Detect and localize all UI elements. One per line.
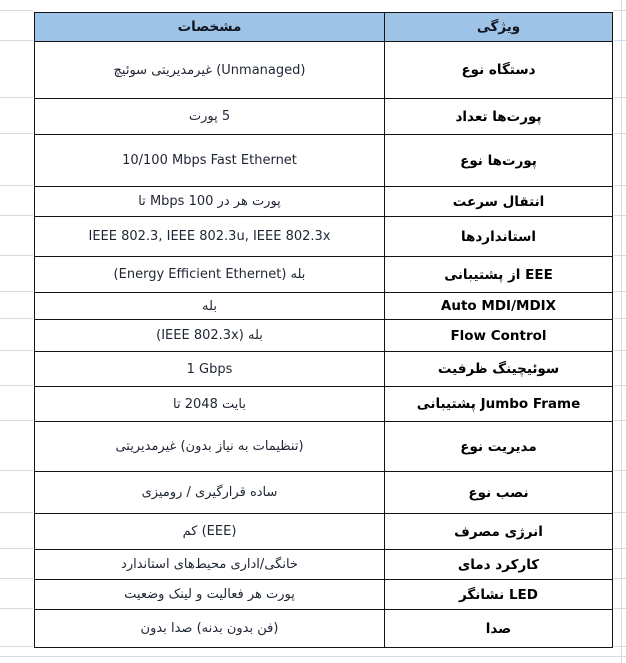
text-token: MDI	[481, 298, 512, 314]
spec-cell[interactable]	[35, 422, 385, 472]
text-token: )	[298, 439, 304, 454]
feature-cell[interactable]	[385, 514, 613, 550]
excel-gridline	[614, 291, 626, 292]
text-token: Mbps	[149, 194, 185, 209]
table-row	[35, 257, 613, 293]
text-token: صدا	[485, 620, 512, 637]
text-token: Jumbo	[480, 396, 529, 412]
text-token: فعالیت	[206, 587, 244, 602]
feature-cell[interactable]	[385, 320, 613, 352]
text-token: (	[180, 439, 186, 454]
table-row	[35, 422, 613, 472]
excel-gridline	[0, 255, 33, 256]
text-token: /	[511, 298, 517, 314]
excel-gridline	[614, 578, 626, 579]
feature-cell[interactable]	[385, 135, 613, 187]
table-row	[35, 610, 613, 648]
text-token: بله	[290, 267, 306, 282]
table-header	[35, 13, 613, 42]
header-cell-feature[interactable]	[385, 13, 613, 42]
text-token: از	[508, 266, 521, 283]
spec-cell[interactable]	[35, 610, 385, 648]
excel-gridline	[614, 512, 626, 513]
text-token: قرارگیری	[195, 485, 246, 500]
text-token: دستگاه	[488, 62, 536, 78]
excel-gridline	[614, 470, 626, 471]
text-token: تعداد	[455, 108, 488, 125]
text-token: 802.3u,	[199, 229, 249, 244]
text-token: پورت	[251, 194, 281, 209]
text-token: ظرفیت	[437, 361, 488, 377]
text-token: IEEE	[252, 229, 282, 244]
text-token: دمای	[457, 556, 491, 573]
text-token: وضعیت	[124, 587, 165, 602]
table-row	[35, 99, 613, 135]
spec-cell[interactable]	[35, 187, 385, 217]
text-token: )	[281, 267, 287, 282]
text-token: تنظیمات	[252, 439, 299, 454]
spec-cell[interactable]	[35, 550, 385, 580]
text-token: نوع	[460, 438, 484, 455]
text-token: 10	[122, 153, 139, 168]
excel-gridline	[0, 185, 33, 186]
text-token: /	[186, 485, 191, 500]
excel-gridline	[614, 185, 626, 186]
feature-cell[interactable]	[385, 217, 613, 257]
text-token: انتقال	[502, 193, 545, 210]
text-token: 100	[188, 194, 214, 209]
excel-gridline	[614, 318, 626, 319]
text-token: بله	[202, 298, 217, 314]
text-token: غیرمدیریتی	[151, 62, 213, 78]
table-row	[35, 217, 613, 257]
feature-cell[interactable]	[385, 352, 613, 387]
spec-cell[interactable]	[35, 387, 385, 422]
header-cell-specs[interactable]	[35, 13, 385, 42]
text-token: نصب	[495, 484, 529, 501]
excel-gridline	[0, 97, 33, 98]
text-token: پشتیبانی	[416, 396, 476, 412]
spec-cell[interactable]	[35, 514, 385, 550]
excel-gridline	[0, 512, 33, 513]
excel-gridline	[614, 40, 626, 41]
text-token: سرعت	[452, 193, 498, 210]
excel-gridline	[0, 385, 33, 386]
excel-gridline	[614, 350, 626, 351]
table-row	[35, 293, 613, 320]
text-token: Energy	[118, 267, 165, 282]
spec-cell[interactable]	[35, 472, 385, 514]
text-token: مصرف	[454, 523, 500, 540]
text-token: (	[196, 621, 202, 636]
text-token: نیاز	[215, 439, 234, 454]
excel-gridline	[0, 608, 33, 609]
spec-cell[interactable]	[35, 257, 385, 293]
text-token: 802.3x	[193, 328, 239, 343]
feature-cell[interactable]	[385, 610, 613, 648]
text-token: )	[238, 328, 244, 343]
text-token: استاندارد	[121, 557, 170, 572]
feature-cell[interactable]	[385, 293, 613, 320]
text-token: EEE	[206, 524, 232, 539]
spec-cell[interactable]	[35, 42, 385, 99]
text-token: 802.3x	[285, 229, 331, 244]
text-token: Mbps	[172, 153, 207, 168]
text-token: نوع	[460, 152, 483, 169]
spec-cell[interactable]	[35, 99, 385, 135]
text-token: تا	[173, 396, 181, 412]
text-token: نشانگر	[459, 586, 505, 603]
specs-table	[34, 12, 613, 648]
text-token: مدیریت	[487, 438, 537, 455]
text-token: (	[113, 267, 119, 282]
text-token: IEEE	[161, 328, 190, 343]
text-token: )	[231, 524, 237, 539]
text-token: )	[273, 621, 279, 636]
text-token: خانگی	[264, 557, 298, 572]
text-token: بدون	[185, 439, 212, 454]
text-token: تا	[138, 194, 146, 209]
text-token: سوئیچینگ	[492, 361, 560, 377]
excel-gridline	[0, 318, 33, 319]
excel-gridline	[0, 470, 33, 471]
text-token: نوع	[461, 62, 485, 78]
excel-gridline	[0, 548, 33, 549]
text-token: Ethernet	[240, 153, 297, 168]
excel-gridline	[614, 255, 626, 256]
text-token: به	[237, 439, 249, 454]
excel-gridline	[614, 608, 626, 609]
text-token: Gbps	[199, 361, 233, 377]
feature-cell[interactable]	[385, 42, 613, 99]
text-token: نوع	[468, 484, 492, 501]
spec-cell[interactable]	[35, 580, 385, 610]
text-token: )	[300, 62, 306, 78]
excel-gridline	[614, 10, 626, 11]
text-token: پورت‌ها	[487, 152, 537, 169]
text-token: بدون	[226, 621, 254, 636]
text-token: بله	[247, 328, 263, 343]
text-token: غیرمدیریتی	[115, 439, 177, 454]
feature-cell[interactable]	[385, 550, 613, 580]
text-token: Flow	[450, 327, 487, 344]
text-token: و	[196, 587, 203, 602]
spec-cell[interactable]	[35, 293, 385, 320]
text-token: ویژگی	[476, 19, 521, 35]
spec-cell[interactable]	[35, 352, 385, 387]
text-token: IEEE	[88, 229, 117, 244]
excel-gridline	[614, 548, 626, 549]
text-token: کم	[182, 524, 198, 539]
excel-gridline	[0, 40, 33, 41]
text-token: پورت	[188, 109, 218, 124]
table-row	[35, 387, 613, 422]
feature-cell[interactable]	[385, 387, 613, 422]
table-row	[35, 472, 613, 514]
text-token: بدنه	[201, 621, 223, 636]
table-row	[35, 580, 613, 610]
excel-gridline	[0, 291, 33, 292]
text-token: بدون	[140, 621, 167, 636]
text-token: در	[217, 194, 230, 209]
text-token: 2048	[184, 396, 218, 412]
table-row	[35, 550, 613, 580]
excel-gridline	[614, 133, 626, 134]
text-token: پورت	[266, 587, 295, 602]
table-row	[35, 514, 613, 550]
text-token: (	[216, 62, 222, 78]
text-token: کارکرد	[495, 556, 540, 573]
excel-gridline	[0, 350, 33, 351]
table-row	[35, 42, 613, 99]
text-token: رومیزی	[141, 485, 183, 500]
excel-gridline	[0, 133, 33, 134]
excel-gridline	[0, 656, 626, 657]
excel-gridline	[621, 0, 622, 663]
text-token: بایت	[222, 396, 246, 412]
text-token: مشخصات	[177, 19, 242, 35]
text-token: سوئیچ	[113, 62, 148, 78]
table-body	[35, 42, 613, 648]
table-row	[35, 187, 613, 217]
text-token: (	[156, 328, 162, 343]
text-token: 1	[186, 361, 195, 377]
text-token: Efficient	[168, 267, 222, 282]
excel-gridline	[0, 10, 33, 11]
feature-cell[interactable]	[385, 472, 613, 514]
header-row	[35, 13, 613, 42]
text-token: Control	[490, 327, 547, 344]
text-token: اداری	[230, 557, 260, 572]
feature-cell[interactable]	[385, 99, 613, 135]
table-row	[35, 320, 613, 352]
excel-gridline	[614, 646, 626, 647]
table-row	[35, 352, 613, 387]
excel-gridline	[0, 420, 33, 421]
text-token: /	[259, 557, 265, 572]
text-token: پشتیبانی	[444, 266, 504, 283]
text-token: 100	[143, 153, 168, 168]
text-token: (	[201, 524, 207, 539]
excel-gridline	[0, 215, 33, 216]
text-token: محیط‌های	[173, 557, 227, 572]
text-token: 5	[221, 109, 231, 124]
excel-gridline	[614, 97, 626, 98]
text-token: انرژی	[504, 523, 543, 540]
spec-cell[interactable]	[35, 135, 385, 187]
text-token: لینک	[168, 587, 193, 602]
text-token: ساده	[249, 485, 278, 500]
text-token: هر	[247, 587, 262, 602]
text-token: پورت‌ها	[492, 108, 542, 125]
table-row	[35, 135, 613, 187]
text-token: Auto	[440, 298, 477, 314]
spec-cell[interactable]	[35, 320, 385, 352]
feature-cell[interactable]	[385, 187, 613, 217]
text-token: 802.3,	[121, 229, 163, 244]
feature-cell[interactable]	[385, 257, 613, 293]
feature-cell[interactable]	[385, 580, 613, 610]
text-token: هر	[233, 194, 248, 209]
spec-cell[interactable]	[35, 217, 385, 257]
text-token: IEEE	[166, 229, 196, 244]
excel-gridline	[614, 420, 626, 421]
text-token: Fast	[210, 153, 237, 168]
text-token: Frame	[532, 396, 581, 412]
text-token: /	[138, 153, 144, 168]
excel-gridline	[0, 578, 33, 579]
feature-cell[interactable]	[385, 422, 613, 472]
text-token: صدا	[170, 621, 193, 636]
text-token: Unmanaged	[221, 62, 301, 78]
excel-gridline	[614, 385, 626, 386]
text-token: استانداردها	[460, 228, 537, 245]
text-token: LED	[508, 586, 538, 603]
text-token: MDIX	[516, 298, 557, 314]
text-token: فن	[257, 621, 274, 636]
excel-gridline	[614, 215, 626, 216]
text-token: Ethernet	[225, 267, 282, 282]
text-token: EEE	[525, 266, 553, 283]
excel-gridline	[0, 646, 33, 647]
